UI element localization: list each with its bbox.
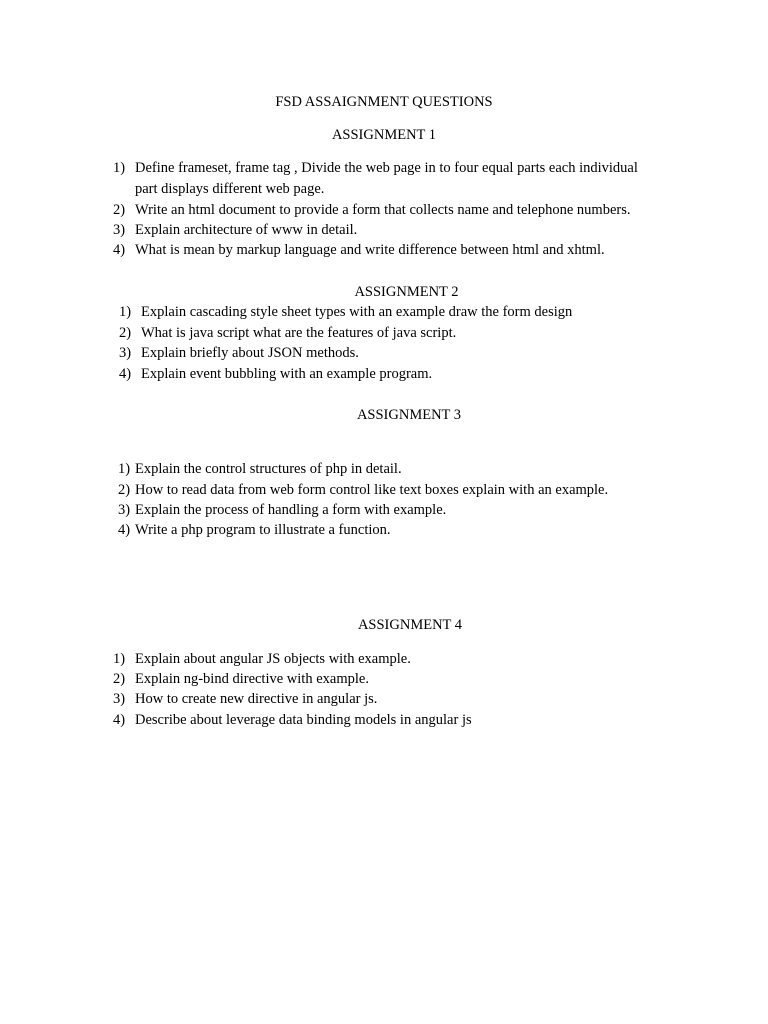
question-number: 1) xyxy=(113,160,126,176)
question-number: 1) xyxy=(118,461,131,477)
question-text: Write a php program to illustrate a function. xyxy=(135,522,391,538)
question-number: 2) xyxy=(119,325,132,341)
question-number: 2) xyxy=(113,671,126,687)
question-number: 1) xyxy=(113,651,126,667)
question-text: Explain ng-bind directive with example. xyxy=(135,671,369,687)
question-number: 3) xyxy=(118,502,131,518)
question-number: 3) xyxy=(119,345,132,361)
question-text: Explain the control structures of php in detail. xyxy=(135,461,402,477)
assignment-4-heading: ASSIGNMENT 4 xyxy=(357,617,463,633)
question-text: How to read data from web form control like text boxes explain with an example. xyxy=(135,482,609,498)
assignment-1-heading: ASSIGNMENT 1 xyxy=(331,127,437,143)
question-text-continued: part displays different web page. xyxy=(135,181,325,197)
question-number: 4) xyxy=(119,366,132,382)
question-text: Explain architecture of www in detail. xyxy=(135,222,358,238)
question-text: What is java script what are the features of java script. xyxy=(141,325,457,341)
question-text: Describe about leverage data binding models in angular js xyxy=(135,712,472,728)
question-number: 1) xyxy=(119,304,132,320)
question-text: Explain briefly about JSON methods. xyxy=(141,345,359,361)
page-title: FSD ASSAIGNMENT QUESTIONS xyxy=(275,94,493,110)
question-text: Write an html document to provide a form that collects name and telephone numbers. xyxy=(135,202,631,218)
question-text: Explain cascading style sheet types with an example draw the form design xyxy=(141,304,573,320)
question-text: How to create new directive in angular js. xyxy=(135,691,378,707)
question-text: Explain about angular JS objects with example. xyxy=(135,651,411,667)
question-number: 2) xyxy=(118,482,131,498)
question-number: 4) xyxy=(113,242,126,258)
question-number: 3) xyxy=(113,691,126,707)
question-text: Explain event bubbling with an example program. xyxy=(141,366,433,382)
question-number: 3) xyxy=(113,222,126,238)
question-text: Explain the process of handling a form with example. xyxy=(135,502,447,518)
assignment-3-heading: ASSIGNMENT 3 xyxy=(356,407,462,423)
question-text: What is mean by markup language and write difference between html and xhtml. xyxy=(135,242,605,258)
question-number: 4) xyxy=(113,712,126,728)
question-number: 4) xyxy=(118,522,131,538)
question-number: 2) xyxy=(113,202,126,218)
assignment-2-heading: ASSIGNMENT 2 xyxy=(354,284,459,300)
question-text: Define frameset, frame tag , Divide the web page in to four equal parts each individual xyxy=(135,160,638,176)
